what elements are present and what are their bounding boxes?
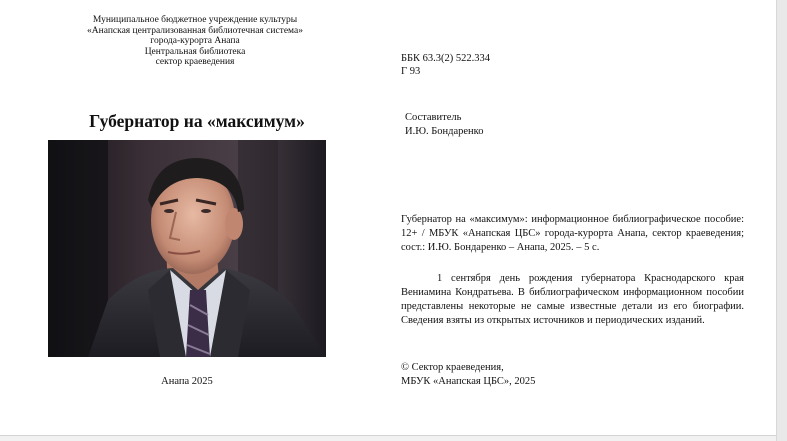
- bibliographic-description: Губернатор на «максимум»: информационное библиографическое пособие: 12+ / МБУК «Анапская ЦБС» города-курорта Анапа, сектор краеведения; сост.: И.Ю. Бондаренко – Анапа, 2025. – 5 с.: [401, 214, 744, 253]
- bbk-block: [401, 52, 490, 78]
- org-line: города-курорта Анапа: [150, 36, 240, 46]
- compiler-name: И.Ю. Бондаренко: [405, 126, 484, 137]
- org-line: сектор краеведения: [155, 57, 235, 67]
- scrollbar-track[interactable]: [776, 0, 787, 441]
- compiler-label: Составитель: [405, 112, 462, 123]
- organization-header: [60, 15, 330, 68]
- document-title: Губернатор на «максимум»: [89, 111, 305, 131]
- org-line: Центральная библиотека: [144, 46, 246, 57]
- bbk-code: ББК 63.3(2) 522.334: [401, 53, 491, 64]
- copyright-line: МБУК «Анапская ЦБС», 2025: [401, 376, 536, 387]
- org-line: «Анапская централизованная библиотечная система»: [87, 25, 303, 36]
- copyright-line: © Сектор краеведения,: [401, 362, 504, 373]
- city-year: Анапа 2025: [161, 376, 213, 387]
- portrait-illustration: [48, 140, 326, 357]
- compiler-block: [405, 111, 484, 139]
- abstract-paragraph: 1 сентября день рождения губернатора Краснодарского края Вениамина Кондратьева. В библиографическом информационном пособии представлены некоторые не самые известные детали из его биографии. Сведения взяты из открытых источников и периодических изданий.: [401, 273, 744, 326]
- copyright-block: [401, 361, 535, 389]
- author-index: Г 93: [401, 66, 421, 77]
- portrait-photo: [48, 140, 326, 357]
- org-line: Муниципальное бюджетное учреждение культуры: [92, 15, 298, 25]
